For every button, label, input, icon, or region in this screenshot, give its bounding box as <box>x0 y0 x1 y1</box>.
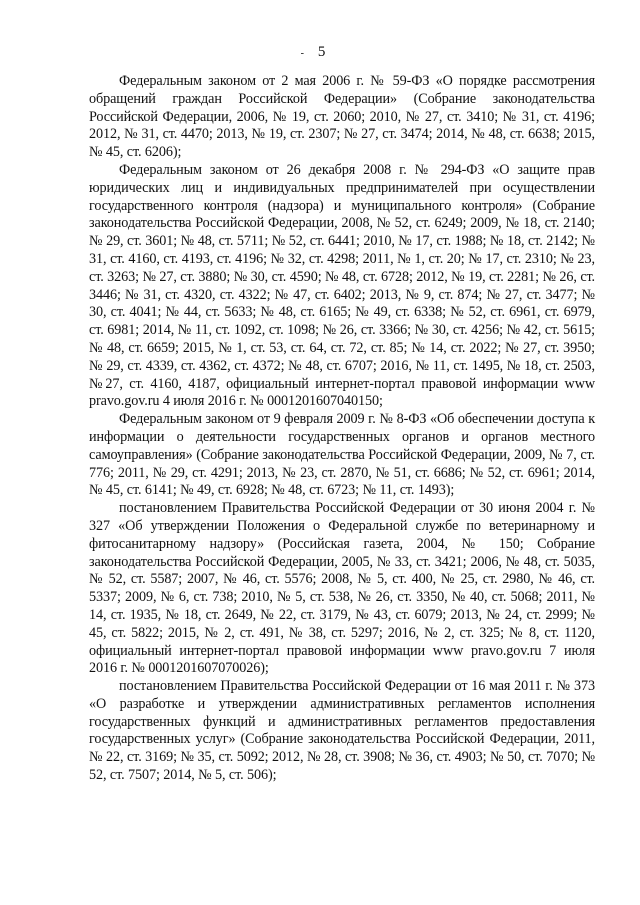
paragraph-resolution-373: постановлением Правительства Российской Федерации от 16 мая 2011 г. № 373 «О разработке и утверждении административных регламентов исполнения государственных функций и административных регламентов предоставления государственных услуг» (Собрание законодательства Российской Федерации, 2011, № 22, ст. 3169; № 35, ст. 5092; 2012, № 28, ст. 3908; № 36, ст. 4903; № 50, ст. 7070; № 52, ст. 7507; 2014, № 5, ст. 506); <box>89 678 595 784</box>
page-number-value: 5 <box>317 44 326 60</box>
paragraph-law-294-fz: Федеральным законом от 26 декабря 2008 г. № 294-ФЗ «О защите прав юридических лиц и индивидуальных предпринимателей при осуществлении государственного контроля (надзора) и муниципального контроля» (Собрание законодательства Российской Федерации, 2008, № 52, ст. 6249; 2009, № 18, ст. 2140; № 29, ст. 3601; № 48, ст. 5711; № 52, ст. 6441; 2010, № 17, ст. 1988; № 18, ст. 2142; № 31, ст. 4160, ст. 4193, ст. 4196; № 32, ст. 4298; 2011, № 1, ст. 20; № 17, ст. 2310; № 23, ст. 3263; № 27, ст. 3880; № 30, ст. 4590; № 48, ст. 6728; 2012, № 19, ст. 2281; № 26, ст. 3446; № 31, ст. 4320, ст. 4322; № 47, ст. 6402; 2013, № 9, ст. 874; № 27, ст. 3477; № 30, ст. 4041; № 44, ст. 5633; № 48, ст. 6165; № 49, ст. 6338; № 52, ст. 6961, ст. 6979, ст. 6981; 2014, № 11, ст. 1092, ст. 1098; № 26, ст. 3366; № 30, ст. 4256; № 42, ст. 5615; № 48, ст. 6659; 2015, № 1, ст. 53, ст. 64, ст. 72, ст. 85; № 14, ст. 2022; № 27, ст. 3950; № 29, ст. 4339, ст. 4362, ст. 4372; № 48, ст. 6707; 2016, № 11, ст. 1495, № 18, ст. 2503, №27, ст. 4160, 4187, официальный интернет-портал правовой информации www pravo.gov.ru 4 июля 2016 г. № 0001201607040150; <box>89 161 595 410</box>
paragraph-law-8-fz: Федеральным законом от 9 февраля 2009 г. № 8-ФЗ «Об обеспечении доступа к информации о деятельности государственных органов и органов местного самоуправления» (Собрание законодательства Российской Федерации, 2009, № 7, ст. 776; 2011, № 29, ст. 4291; 2013, № 23, ст. 2870, № 51, ст. 6686; № 52, ст. 6961; 2014, № 45, ст. 6141; № 49, ст. 6928; № 48, ст. 6723; № 11, ст. 1493); <box>89 411 595 499</box>
page-number <box>0 44 640 61</box>
paragraph-law-59-fz: Федеральным законом от 2 мая 2006 г. № 59-ФЗ «О порядке рассмотрения обращений граждан Российской Федерации» (Собрание законодательства Российской Федерации, 2006, № 19, ст. 2060; 2010, № 27, ст. 3410; № 31, ст. 4196; 2012, № 31, ст. 4470; 2013, № 19, ст. 2307; № 27, ст. 3474; 2014, № 48, ст. 6638; 2015, № 45, ст. 6206); <box>89 73 595 161</box>
document-body <box>89 73 595 785</box>
paragraph-resolution-327: постановлением Правительства Российской Федерации от 30 июня 2004 г. № 327 «Об утверждении Положения о Федеральной службе по ветеринарному и фитосанитарному надзору» (Российская газета, 2004, № 150; Собрание законодательства Российской Федерации, 2005, № 33, ст. 3421; 2006, № 48, ст. 5035, № 52, ст. 5587; 2007, № 46, ст. 5576; 2008, № 5, ст. 400, № 25, ст. 2980, № 46, ст. 5337; 2009, № 6, ст. 738; 2010, № 5, ст. 538, № 26, ст. 3350, № 40, ст. 5068; 2011, № 14, ст. 1935, № 18, ст. 2649, № 22, ст. 3179, № 43, ст. 6079; 2013, № 24, ст. 2999; № 45, ст. 5822; 2015, № 2, ст. 491, № 38, ст. 5297; 2016, № 2, ст. 325; № 8, ст. 1120, официальный интернет-портал правовой информации www pravo.gov.ru 7 июля 2016 г. № 0001201607070026); <box>89 500 595 677</box>
page-number-dash: - <box>300 48 304 59</box>
